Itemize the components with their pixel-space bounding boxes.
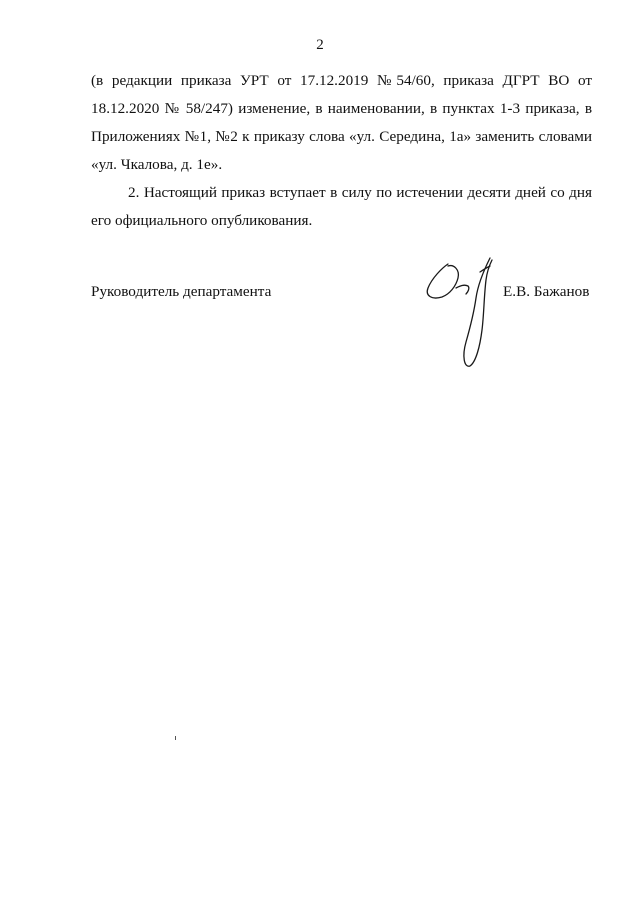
signatory-name: Е.В. Бажанов <box>503 283 590 300</box>
paragraph-1-line-3: Приложениях №1, №2 к приказу слова «ул. Середина, 1а» заменить словами <box>91 128 592 145</box>
handwritten-signature <box>420 250 510 375</box>
paragraph-2-line-1: 2. Настоящий приказ вступает в силу по истечении десяти дней со дня <box>128 184 592 201</box>
paragraph-2-line-2: его официального опубликования. <box>91 212 313 229</box>
signatory-role: Руководитель департамента <box>91 283 272 300</box>
paragraph-1-line-1: (в редакции приказа УРТ от 17.12.2019 №54/60, приказа ДГРТ ВО от <box>91 72 592 89</box>
scan-artifact-mark <box>175 736 176 740</box>
paragraph-1-line-4: «ул. Чкалова, д. 1е». <box>91 156 223 173</box>
page-number: 2 <box>316 37 324 53</box>
paragraph-1-line-2: 18.12.2020 № 58/247) изменение, в наименовании, в пунктах 1-3 приказа, в <box>91 100 592 117</box>
